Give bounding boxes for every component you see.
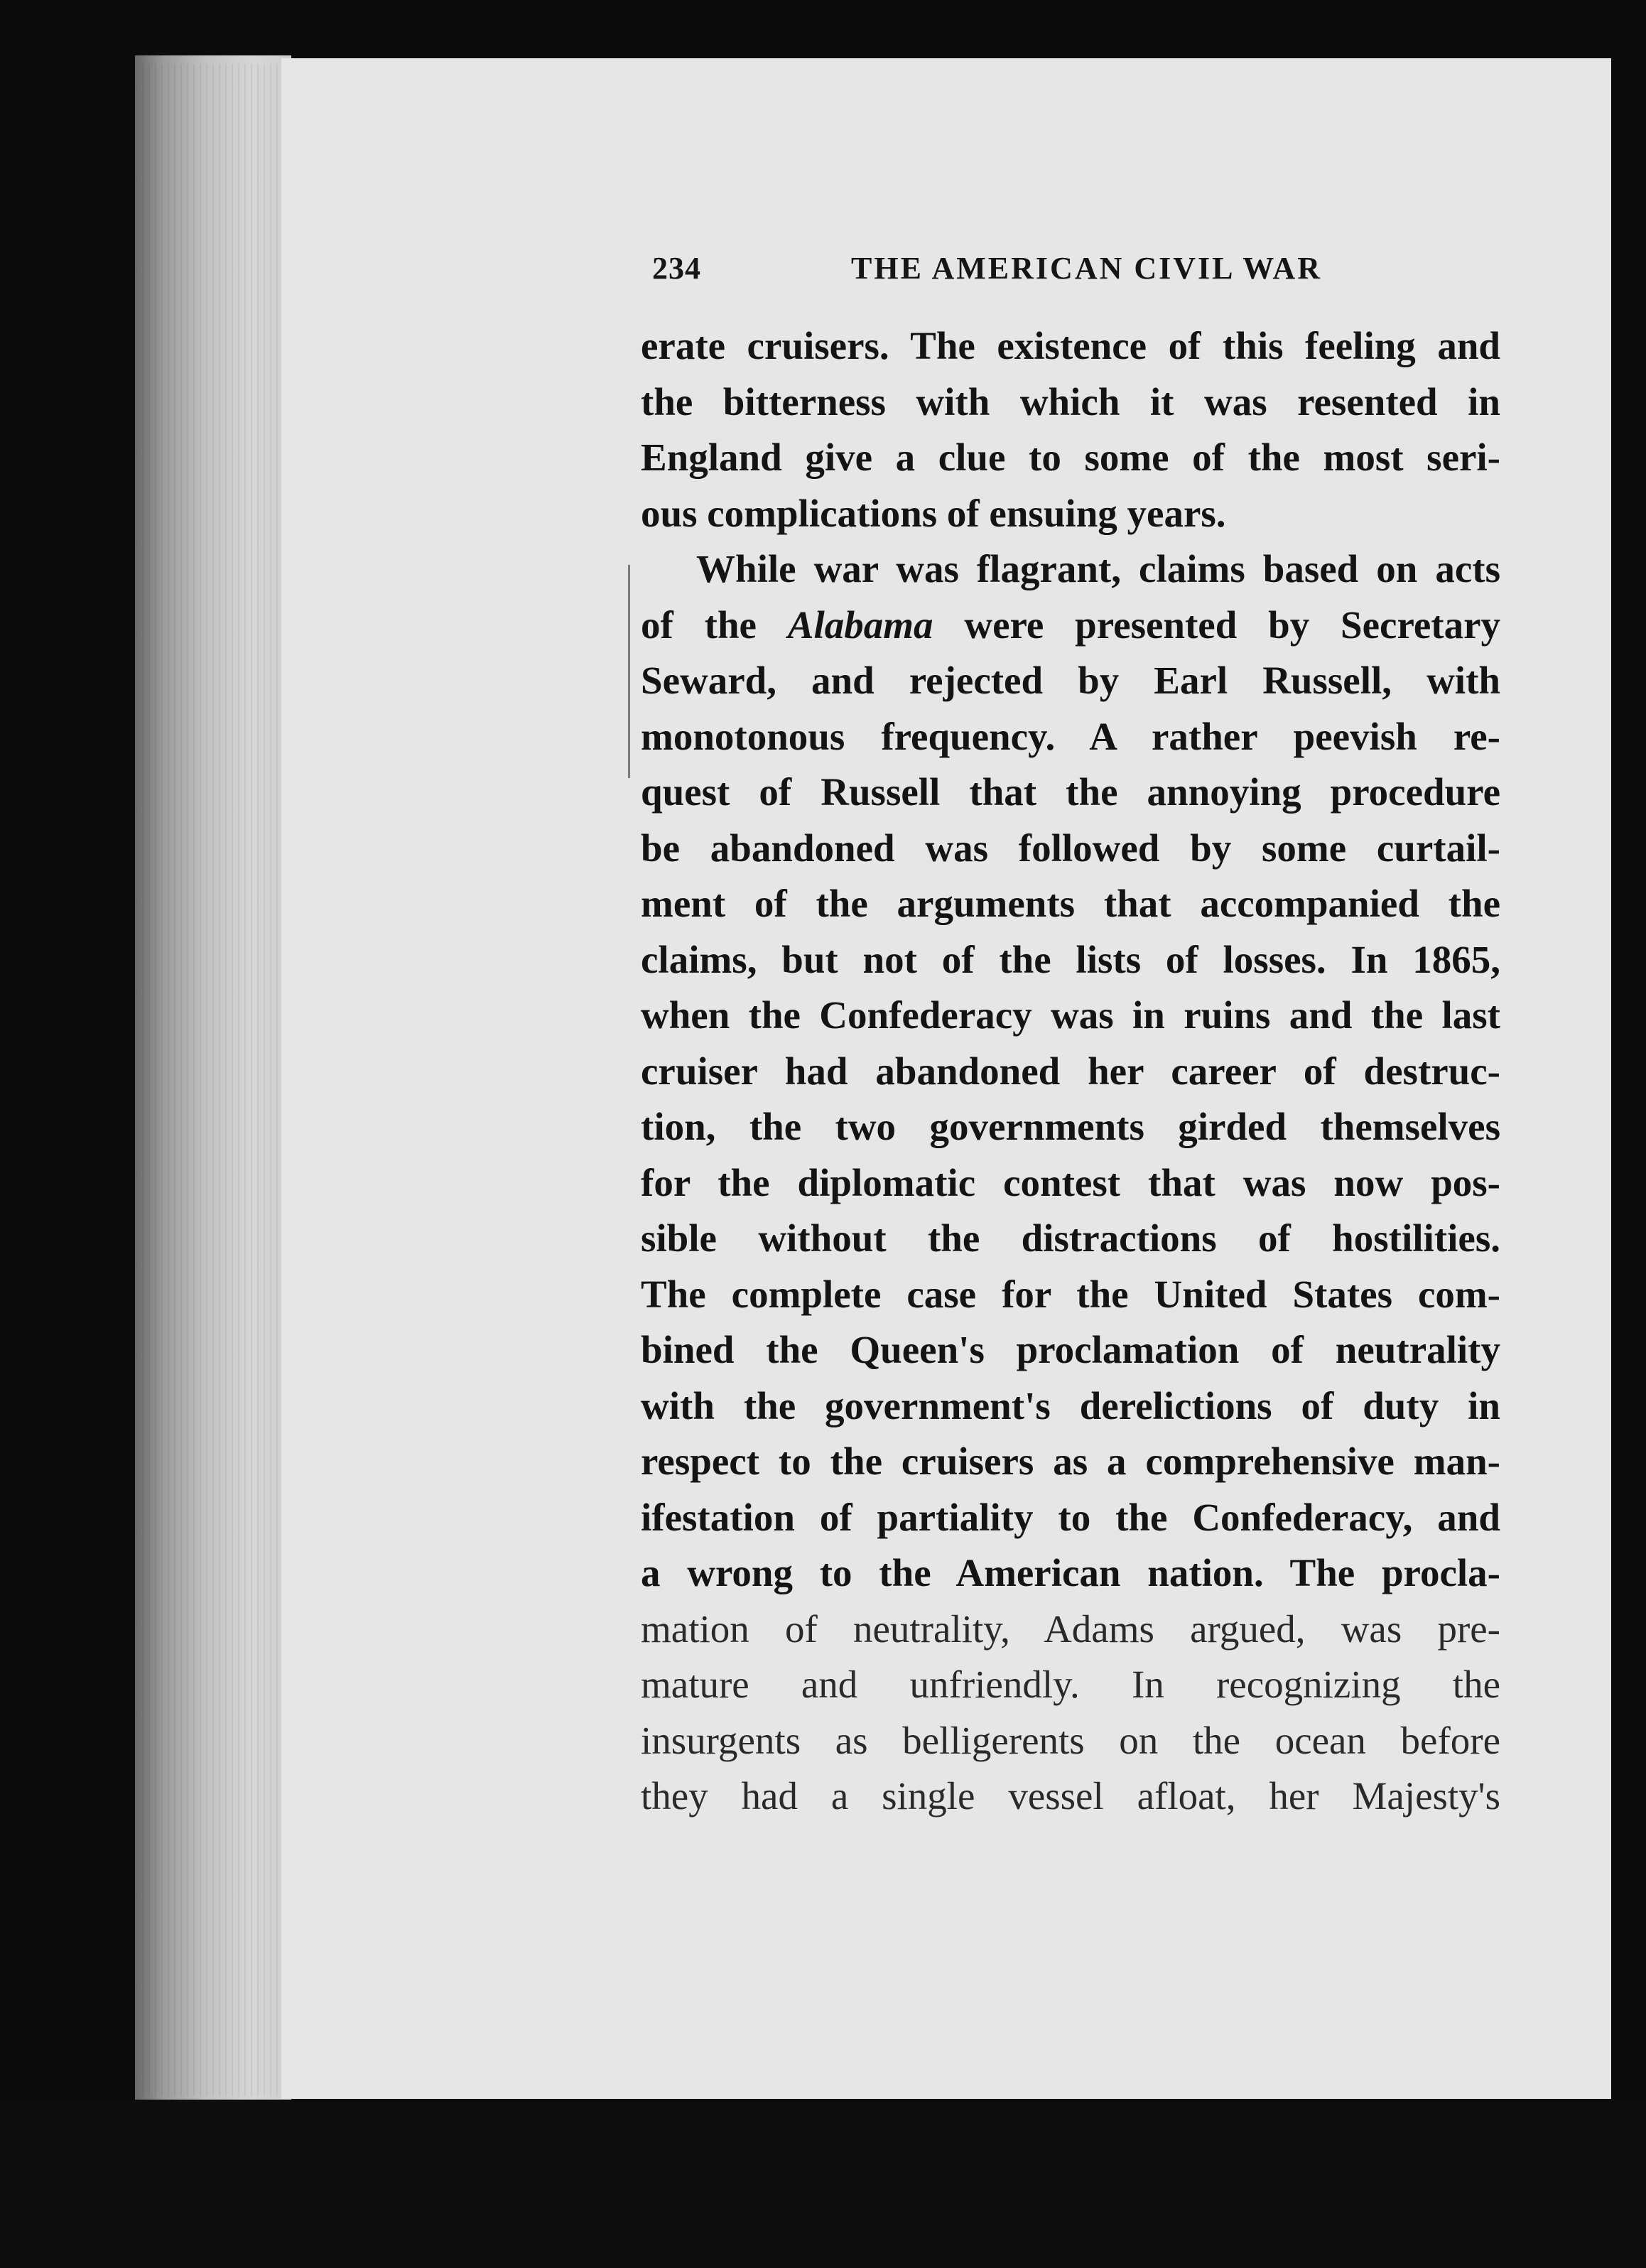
text-line: cruiser had abandoned her career of destruc-	[641, 1049, 1500, 1093]
text-segment: of the	[641, 603, 788, 647]
text-segment: were presented by Secretary	[933, 603, 1501, 647]
text-line: quest of Russell that the annoying procedure	[641, 770, 1500, 814]
text-line: respect to the cruisers as a comprehensive man-	[641, 1440, 1500, 1483]
body-text	[641, 318, 1500, 1825]
scan-background	[0, 2100, 1646, 2268]
text-line: mation of neutrality, Adams argued, was pre-	[641, 1606, 1500, 1651]
text-line: be abandoned was followed by some curtail-	[641, 826, 1500, 870]
text-line: England give a clue to some of the most seri-	[641, 436, 1500, 479]
text-line: with the government's derelictions of duty in	[641, 1383, 1500, 1427]
text-line: ous complications of ensuing years.	[641, 491, 1226, 535]
text-line: ifestation of partiality to the Confederacy, and	[641, 1495, 1500, 1539]
text-line: While war was flagrant, claims based on acts	[696, 547, 1500, 590]
book-page-edge-lines	[142, 64, 284, 2096]
ship-name-italic: Alabama	[787, 603, 933, 647]
text-line: a wrong to the American nation. The procla-	[641, 1551, 1500, 1594]
running-head-title: THE AMERICAN CIVIL WAR	[851, 251, 1322, 286]
text-line: for the diplomatic contest that was now pos-	[641, 1160, 1500, 1204]
text-line: claims, but not of the lists of losses. In 1865,	[641, 937, 1500, 981]
text-line: The complete case for the United States com-	[641, 1272, 1500, 1316]
text-line: monotonous frequency. A rather peevish re-	[641, 714, 1500, 758]
text-line: mature and unfriendly. In recognizing the	[641, 1663, 1500, 1706]
text-line: the bitterness with which it was resented in	[641, 379, 1500, 423]
text-line: they had a single vessel afloat, her Majesty's	[641, 1774, 1500, 1818]
text-line: erate cruisers. The existence of this feeling and	[641, 324, 1500, 367]
text-line: sible without the distractions of hostilities.	[641, 1216, 1500, 1260]
running-head	[652, 242, 1505, 298]
text-line: insurgents as belligerents on the ocean before	[641, 1718, 1500, 1762]
text-line	[641, 598, 1500, 654]
text-line: Seward, and rejected by Earl Russell, with	[641, 659, 1500, 702]
text-line: bined the Queen's proclamation of neutrality	[641, 1328, 1500, 1371]
page-number: 234	[652, 251, 701, 286]
text-line: when the Confederacy was in ruins and the last	[641, 993, 1500, 1037]
text-line: tion, the two governments girded themselves	[641, 1105, 1500, 1148]
text-line: ment of the arguments that accompanied the	[641, 882, 1500, 925]
margin-mark	[628, 565, 630, 778]
